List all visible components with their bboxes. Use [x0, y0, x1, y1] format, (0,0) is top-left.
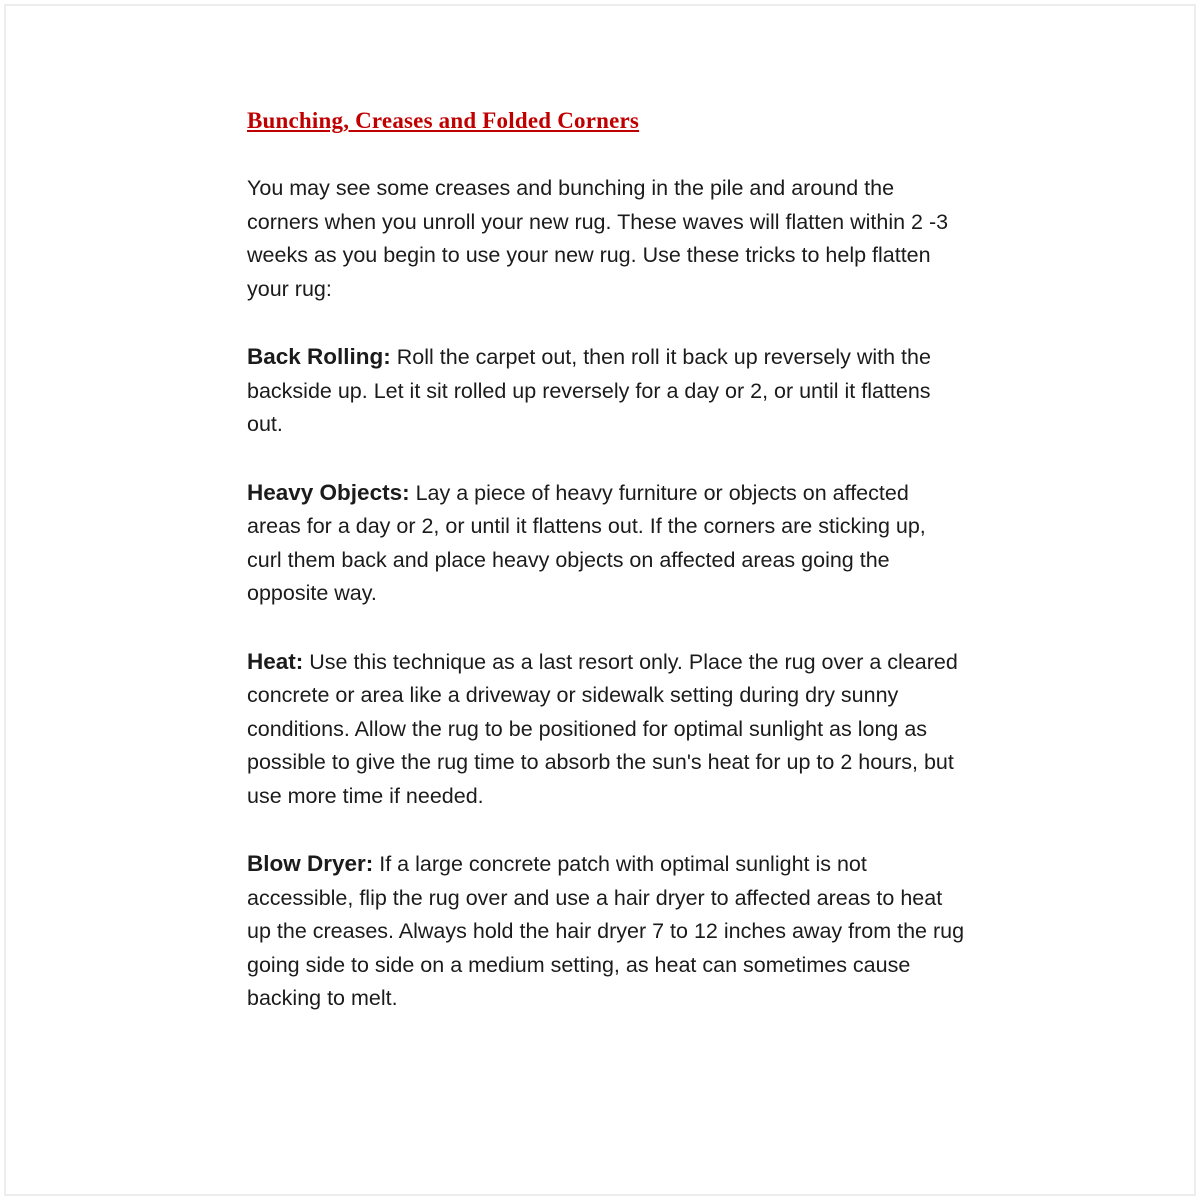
section-text-back-rolling: Roll the carpet out, then roll it back up reversely with the backside up. Let it sit rolled up reversely for a day or 2, or until it flattens out. — [247, 345, 931, 436]
section-paragraph-heat — [247, 645, 965, 814]
section-paragraph-blow-dryer — [247, 847, 965, 1016]
section-label-heat: Heat: — [247, 648, 304, 674]
section-label-back-rolling: Back Rolling: — [247, 344, 391, 369]
section-label-heavy-objects: Heavy Objects: — [247, 479, 410, 505]
document-body — [247, 108, 965, 1016]
section-text-blow-dryer: If a large concrete patch with optimal sunlight is not accessible, flip the rug over and use a hair dryer to affected areas to heat up the creases. Always hold the hair dryer 7 to 12 inches away from the rug going side to side on a medium setting, as heat can sometimes cause backing to melt. — [247, 852, 965, 1010]
section-text-heat: Use this technique as a last resort only. Place the rug over a cleared concrete or area like a driveway or sidewalk setting during dry sunny conditions. Allow the rug to be positioned for optimal sunlight as long as possible to give the rug time to absorb the sun's heat for up to 2 hours, but use more time if needed. — [247, 649, 958, 808]
section-text-heavy-objects: Lay a piece of heavy furniture or objects on affected areas for a day or 2, or until it flattens out. If the corners are sticking up, curl them back and place heavy objects on affected areas going the opposite way. — [247, 480, 926, 605]
intro-paragraph: You may see some creases and bunching in the pile and around the corners when you unroll your new rug. These waves will flatten within 2 -3 weeks as you begin to use your new rug. Use these tricks to help flatten your rug: — [247, 176, 949, 301]
section-label-blow-dryer: Blow Dryer: — [247, 851, 374, 876]
section-paragraph-heavy-objects — [247, 476, 965, 611]
section-paragraph-back-rolling — [247, 340, 965, 442]
document-heading: Bunching, Creases and Folded Corners — [247, 108, 640, 133]
